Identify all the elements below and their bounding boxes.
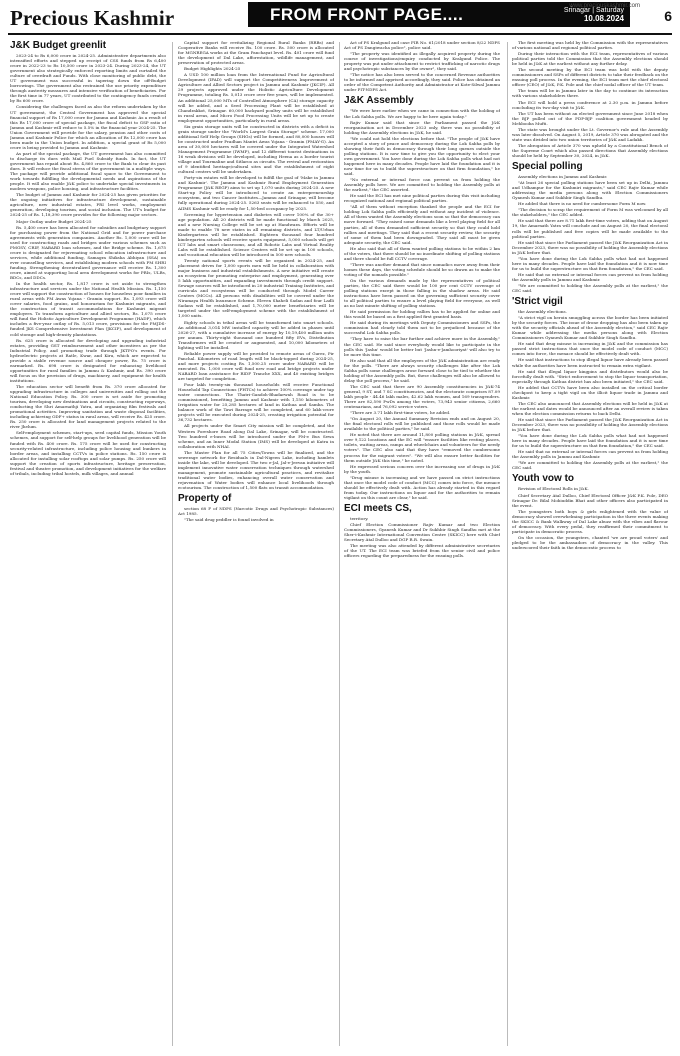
article-paragraph: "The said drug peddler is found involved in (184, 517, 274, 523)
column-2 (178, 40, 334, 1048)
article-paragraph: "You have done during the Lok Sabha polls what had not happened here in many decades. People have laid the foundation and it is now time for us to build the superstructure on that firm foundation," the CEC said. (512, 255, 668, 271)
article-paragraph: He said that there are 8.71 lakh first-time voters, adding that on August 19, the Amarnath Yatra will conclude and on August 20, the final electoral rolls will be published and free copies will be made available to the political parties. (512, 218, 668, 239)
column-1 (10, 40, 166, 1048)
article-paragraph: The ECI will hold a press conference at 2.30 p.m. in Jammu before concluding its two-day visit to J&K. (512, 99, 668, 110)
article-paragraph: He also said that all the employees of the J&K administration are ready for the polls. "There are always security challenges like after the Lok Sabha polls some challenges arose forward close to be tied to whether the holding of the Assembly polls. But, these challenges will also be allowed to delay the poll process," he said. (344, 357, 500, 383)
article-paragraph: He said that no external or internal forces can prevent us from holding the Assembly polls in Jammu and Kashmir. (512, 449, 668, 460)
article-paragraph: "We are committed to holding the Assembly polls at the earliest," the CEC said. (512, 282, 668, 294)
article-paragraph: He added that there is no need for cumbersome Form M now. (518, 201, 647, 207)
article-paragraph: In the health sector, Rs. 1,817 crore is set aside to strengthen infrastructure and services under the National Health Mission. Rs. 1,150 crore will support the construction of houses for houseless poor families in rural areas with PM Awas Yojana - Gramin support. Rs. 1,093 crore will cover salaries, food grains, and honorarium for Kashmiri migrants, and the construction of transit accommodations for Kashmiri migrant employees. To transform agriculture and allied sectors, Rs. 1,075 crore will fund the Holistic Agriculture Development Programme (HADP), which includes a five-year outlay of Rs. 5,013 crore, provisions for the PMJDS-funded JKS Comprehensive Investment Plan (JKCIP), and development of cold storage and high-density plantations. (10, 281, 166, 337)
column-4 (512, 40, 668, 1048)
article-headline: J&K Budget greenlit (10, 40, 107, 51)
header-rule (8, 33, 672, 35)
article-paragraph: the Assembly elections. (518, 309, 567, 315)
article-paragraph: Self-employment schemes, start-ups, seed capital funds, Mission Youth schemes, and support for self-help groups for livelihood generation will be funded with Rs. 400 crore. Rs. 175 crore will be used for constructing security-related infrastructure, including police housing and bunkers in border areas, and installing CCTVs in police stations. Rs. 150 crore is allocated for installing solar rooftops and solar pumps. Rs. 250 crore will support the creation of sports infrastructure, heritage preservation, festival and theatre promotion, and development initiatives for the welfare of tribals, including tribal hostels, milk villages, and annual (10, 430, 166, 476)
article-paragraph: Rajiv Kumar said that since the Parliament passed the J&K reorganisation act in December 2023 only, there was no possibility of holding the Assembly elections in J&K, he said. (344, 119, 500, 135)
article-paragraph: He said that no external or internal forces can prevent us from holding the Assembly polls in Jammu and Kashmir. (512, 271, 668, 282)
article-paragraph: Forty-six estates will be developed to fulfill the goal of 'Make in Jammu and Kashmir'. The Jammu and Kashmir Rural Employment Generation Programme (J&K REGP) aims to set up 1,070 units during 2024-25. A new Start-up Policy will be introduced to create an entrepreneurship ecosystem, and two Cancer Institutes—Jammu and Srinagar, will become fully operational during 2024-25. 5263 seats will be enhanced to 550, and AIIMS Kashmir will be ready for 1,50-bed occupancy by 2025. (178, 175, 334, 211)
article-paragraph: He said that since the Parliament passed the J&K Reorganization Act in December 2023, there was no possibility of holding the Assembly elections in J&K before that. (512, 239, 668, 255)
article-paragraph: Capital support for revitalizing Regional Rural Banks (RRBs) and Cooperative Banks will receive Rs. 100 crore. Rs. 500 crore is allocated for MGNREGA works at the Gram Panchayat level. Rs. 401 crore will fund the development of Dal Lake, afforestation, wildlife management, and preservation of protected areas. (178, 40, 334, 66)
article-paragraph: territory. (350, 515, 369, 521)
article-paragraph: He said during its meetings with Deputy Commissioners and SSPs, the commission had clearly told them not to be prejudiced because of the successful Lok Sabha polls. (344, 320, 500, 336)
article-paragraph: "On August 20, the Annual Summary Revision ends and on August 20, the final electoral rolls will be published and those rolls would be made available to the political parties," he said. (344, 416, 500, 432)
article-headline: Property of (178, 493, 232, 505)
article-paragraph: "All of them without exception thanked the people and the ECI for holding Lok Sabha polls efficiently and without any incident of violence. All of them wanted the Assembly elections soon so that the democracy can move forward. "They raised some demands like a level playing field for all parties, all of them demanded sufficient security so that they could hold rallies and meetings. They said that a recent security review, the security of some of them had been downgraded. They said all must be given adequate security, the CEC said. (344, 204, 500, 245)
issue-date: 10.08.2024 (583, 14, 624, 23)
article-paragraph: Six grain storage units will be constructed in districts with a deficit in grain storage under the "World's Largest Grain Storage" scheme. 17,000 additional Self Help Groups (SHGs) will be formed, and 80,000 houses will be constructed under Pradhan Mantri Awas Yojana - Gramin (PMAY-G). An area of 30,000 hectares will be covered under the Integrated Watershed Management Programme (IWMP), and 12 different tourist destinations in 16 weak divisions will be developed, including Heena as a border tourist village and Tourmaline and Sitlaroo as circuits. The revival and restoration of 9 identified heritage/cultural sites and the establishment of eight cultural centers will be undertaken. (178, 123, 334, 175)
article-paragraph: Eighty schools in tribal areas will be transformed into smart schools. An additional 3,014 MW installed capacity will be added in phases until 2026-27, with a cumulative increase of energy by 10,19,400 million units per annum. Thirty-eight thousand one hundred fifty EVs, Distribution Transformers will be created or augmented, and 10,000 kilometers of lighting will be installed. (178, 319, 334, 350)
article-paragraph: He said that instructions to stop illegal liquor have already been passed while the authorities have been instructed to remain extra vigilant. (512, 357, 668, 368)
article-paragraph: The UT has been without an elected government since June 2018 when the BJP pulled out of the PDP-BJP coalition government headed by Mehbooba Mufti. (512, 110, 668, 126)
article-paragraph: section 68 F of NDPS (Narcotic Drugs and Psychotropic Substances) Act 1985. (178, 506, 334, 517)
article-paragraph: He said the ECI has met nine political parties during this visit including recognized national and regional political parties. (344, 193, 500, 204)
article-paragraph: He said that drug misuse is increasing in J&K and the commission has passed strict instructions that once the model code of conduct (MCC) comes into force, the menace should be effectively dealt with. (512, 341, 668, 357)
article-paragraph: He also said that all of them wanted polling stations to be within 2 km of the voters, that there should be no inordinate shifting of polling stations and there should be full CCTV coverage. (344, 245, 500, 261)
article-paragraph: The education sector will benefit from Rs. 370 crore allocated for upgrading infrastructure in colleges and universities and rolling out the National Education Policy. Rs. 300 crore is set aside for promoting tourism, developing new destinations and circuits, constructing ropeways, conducting the Shri Amarnathji Yatra, and organizing film festivals and promotional activities. Improving sanitation and waste disposal facilities, including achieving ODF+ status in rural areas, will receive Rs. 425 crore. Rs. 250 crore is allocated for land management projects related to the river Jhelum. (10, 384, 166, 430)
article-paragraph: Chief Secretary Atal Dulloo, Chief Electoral Officer J&K P.K. Pole, DEO Srinagar Dr. Bilal Mohiuddin Bhat and other officers also participated in the event. (512, 492, 668, 508)
article-paragraph: He expressed serious concern over the increasing use of drugs in J&K by the youth. (344, 463, 500, 474)
article-paragraph: Rs. 625 crore is allocated for developing and upgrading industrial estates, providing GST reimbursement and other incentives as per the Industrial Policy, and promoting trade through JKTPO's events. For hydroelectric projects at Ratle, Kwar, and Kiru, which are expected to provide a stable revenue source and cheaper power, Rs. 75 crore is earmarked. Rs. 698 crore is designated for enhancing livelihood opportunities for rural families in Jammu & Kashmir, and Rs. 390 crore will focus on the provision of drugs, machinery, and equipment for health institutions. (10, 337, 166, 383)
article-headline: J&K Assembly (344, 95, 414, 107)
article-paragraph: "We were here earlier when we came in connection with the holding of the Lok Sabha polls. We are happy to be here again today." (344, 108, 500, 119)
article-paragraph: "You have done during the Lok Sabha polls what had not happened here in many decades. People have laid the foundation and it is now time for us to build the superstructure on that firm foundation," the CEC said. (512, 433, 668, 449)
article-paragraph: He noted that there are around 11,800 polling stations in J&K, spread over 9,122 locations and the EC will "ensure facilities like resting places, toilets, waiting areas, ramps and wheelchairs and volunteers for the needy voters". The CEC also said that they have "removed the cumbersome process for the migrant voters". "We will also ensure better facilities for them outside J&K this time," he noted. (344, 432, 500, 463)
article-paragraph: Major Outlay under Budget 2024-25 (16, 218, 92, 224)
article-paragraph: "The decision to scrap the requirement of Form M was welcomed by all the stakeholders," the CEC added. (512, 207, 668, 218)
article-paragraph: Rs. 5,400 crore has been allocated for subsidies and budgetary support for purchasing power from the National Grid and for power purchase agreements with generation companies. Another Rs. 1,000 crore will be used for constructing roads and bridges under various schemes such as PMGSY, CRIF, NABARD loan schemes, and the Bridge scheme. Rs. 1,675 crore is designated for rejuvenating school education infrastructure and services, while additional funding, Samagra Shiksha Abhiyan (SSA) on ever counselling services, and establishing modern schools with PM SHRI funding. Strengthening decentralized governance will receive Rs. 1,300 crore, aimed at supporting local area development works for PRIs, ULBs, BDCs, and DDCs. (10, 224, 166, 281)
article-paragraph: On the occasion, the youngsters, chanted 'we are proud voters' and pledged to be the ambassadors of democracy in the valley. This underscored their faith in the democratic process to (512, 534, 668, 550)
article-headline: 'Strict vigil (512, 296, 563, 308)
article-paragraph: "Drug misuse is increasing and we have passed on strict instructions that once the model code of conduct (MCC) comes into force, the menace should be effectively dealt with. Action has already started in this regard from today. Our instructions on liquor and for the authorities to remain vigilant on this count are clear," he said. (344, 474, 500, 500)
article-headline: Youth vow to (512, 473, 575, 485)
edition-label: Srinagar | Saturday (563, 7, 624, 14)
article-paragraph: "A strict vigil on heroin smuggling across the border has been initiated by the security forces. The issue of drone dropping has also been taken up with the security officials ahead of the Assembly election," said CEC Rajiv Kumar while addressing the media persons along with Election Commissioners Gyanesh Kumar and Sukhbir Singh Sandhu. (512, 315, 668, 341)
article-paragraph: The budget of Jammu and Kashmir for 2024-25 has given priorities for the ongoing initiatives for infrastructure development, sustainable agriculture, new industrial estates, PRI level works, employment generation, developing tourism, and social inclusion. The UT's budget for 2024-25 of Rs. 1,18,390 crore provides for the following major sectors. (10, 192, 166, 218)
masthead: Precious Kashmir (10, 6, 175, 30)
article-paragraph: The meeting was also attended by different administrative secretaries of the UT. The ECI team was briefed from the senior civil and police officers regarding the preparedness for the ensuing polls. (344, 543, 500, 559)
article-paragraph: As part of the special package, the UT government has also committed to discharge its dues with Mail Fuel Subsidy funds. In fact, the UT government has repaid about Rs. 4,860 crore to the Bank to clear its past dues. It will reduce the fiscal stress of the government in a multiple ways. The package will provide additional fiscal space to the Government to work towards fulfilling the developmental needs and aspirations of the people. It will also enable J&K police to undertake special investments in modern weapons, police housing, and infrastructure facilities. (10, 150, 166, 192)
article-paragraph: Revision of Electoral Rolls in J&K. (518, 486, 589, 492)
article-paragraph: He said that since the Parliament passed the J&K Reorganization Act in December 2023, there was no possibility of holding the Assembly elections in J&K before that. (512, 417, 668, 433)
column-divider (507, 42, 508, 1046)
article-paragraph: The second meeting by the ECI team was held with the deputy commissioners and SSPs of different districts to take their feedback on the ensuing poll process. In the evening, the ECI team met the chief electoral officer (CEO) of J&K, P.K. Pole and the chief nodal officer of the UT team. (512, 67, 668, 88)
article-paragraph: The abrogation of Article 370 was upheld by a Constitutional Bench of the Supreme Court which also passed directions that Assembly elections should be held by September 30, 2024, in J&K. (512, 142, 668, 158)
article-paragraph: "No external or internal force can prevent us from holding the Assembly polls here. We are committed to holding the Assembly polls at the earliest," the CEC asserted. (344, 177, 500, 193)
article-paragraph: The state was brought under the Lt. Governor's rule and the Assembly was later dissolved. On August 5, 2019, Article 370 was abrogated and the state was divided into two union territories of J&K and Ladakh. (512, 126, 668, 142)
article-paragraph: A USD 100 million loan from the International Fund for Agricultural Development (IFAD) will support the Competitiveness Improvement of Agriculture and Allied Sectors project in Jammu and Kashmir (JKCIP). All 29 projects approved under the Holistic Agriculture Development Programme, totaling Rs. 5,013 crore over five years, will be implemented. An additional 25,000 MTs of Controlled Atmosphere (CA) storage capacity will be added, and a Seed Processing Plant will be established at Chandrakkot, Srinagar. 60,000 backyard poultry units will be established in rural areas, and Micro Food Processing Units will be set up to create employment opportunities, particularly in rural areas. (178, 72, 334, 123)
article-paragraph: He said that illegal liquor kingpins and distributors would also be forcefully dealt with. "Strict enforcement to stop the liquor transportation, especially through Kathua district has also been initiated," the CEC said. (512, 368, 668, 384)
page-number: 6 (664, 8, 672, 24)
dateline (564, 7, 624, 24)
article-paragraph: The Master Plan for all 75 Cities/Towns will be finalized, and the sewerage network for Residuals in Dal-Nigeen Lake, including hamlets inside the lake, will be developed. The two e-Jal, Jal-e-Jeevan initiative will implement innovative water conservation techniques through watershed management, promote sustainable agricultural practices, and revitalize traditional water bodies, enhancing overall water conservation and rejuvenation of Water bodies will enhance local livelihoods through ecotourism. The construction of 1,500 flats on transit accommodation. (178, 449, 334, 491)
article-paragraph: Budget Highlights 2024-25 (184, 66, 241, 72)
article-paragraph: The CEC also announced that Assembly elections will be held in J&K at the earliest and dates would be announced after an overall review is taken when the election commission returns to back Delhi. (512, 400, 668, 416)
page-header (0, 0, 680, 44)
article-paragraph: Considering the challenges faced as also the reform undertaken by the UT government, the Central Government has approved the special financial support of Rs 17,000 crore for Jammu and Kashmir. As a result of this Rs 17,000 crore of special package, the fiscal deficit to GSP ratio of Jammu and Kashmir will reduce to 5.5% in the financial year 2024-25. The Union Government will provide for the salary, pension and other costs of Jammu and Kashmir Police for which an allocation of Rs 12,000 crore has been made in the Union budget. In addition, a special grant of Rs 5,000 crore is being provided to Jammu and Kashmir. (10, 104, 166, 150)
article-paragraph: "We could not hold the elections before that. "The people of J&K have accepted a story of peace and democracy during the Lok Sabha polls by showing their faith in democracy through their long queues outside the polling stations. It is now time to give you the opportunity to elect your own government. You have done during the Lok Sabha polls what had not happened here in many decades. People have laid the foundation and it is now time for us to build the superstructure on that firm foundation," he said. (344, 135, 500, 177)
article-paragraph: During their interaction with the ECI team, representatives of various political parties told the Commission that the Assembly elections should be held in J&K at the earliest without any further delay. (512, 51, 668, 67)
article-paragraph: "There are 3.71 lakh first-time voters, he added. (350, 410, 451, 416)
article-paragraph: Act of PS Kralgund and case FIR No. 61/2018 under section 8/22 NDPS Act of PS Dangiwacha police", police said. (344, 40, 500, 51)
article-paragraph: On the various demands made by the representatives of political parties, the CEC said there would be 100 per cent CCTV coverage of polling stations except in those falling in the shadow areas. He said instructions have been passed on the governing sufficient security cover to all political parties to ensure a level playing field for everyone, as well as no last minute shifting of polling stations. (344, 277, 500, 309)
article-paragraph: Reliable power supply will be provided to remote areas of Gurez, Pir Panchal. Kilometres of road length will be black-topped during 2024-25, and more projects costing Rs. 1,500.25 crore under NABARD will be executed. Rs. 1,000 crore will fund new road and bridge projects under NABARD loan assistance for RIDF Tranche XXX, and 40 existing bridges are targeted for completion. (178, 350, 334, 382)
article-paragraph: "At least 26 special polling stations have been set up in Delhi, Jammu and Udhampur for the Kashmiri migrants," said CEC Rajiv Kumar while addressing the media persons along with Election Commissioners Gyanesh Kumar and Sukhbir Singh Sandhu. (512, 180, 668, 201)
section-title: FROM FRONT PAGE.... (270, 5, 464, 24)
article-headline: ECI meets CS, (344, 502, 412, 514)
article-paragraph: Twenty national sports events will be organized in 2024-25, and placement drives for 1,000 sports men will be held in collaboration with major business and industrial establishments. A new initiative will create an ecosystem for promoting enterprise and employment, generating over 5 lakh opportunities, and expanding investments through credit support. Sewage sources will be introduced in 20 industrial Training Institutes, and curricula and ecosystems will be conducted through Model Career Centers (MCCs). All persons with disabilities will be covered under the Niramaya Health Insurance Scheme. Eleven Shaheli Sadan and four Ladli Sadans will be established, and 1,70,000 meter beneficiaries will be targeted under the self-employment scheme with the establishment of 1,000 units. (178, 257, 334, 319)
article-paragraph: "We are committed to holding the Assembly polls at the earliest," the CEC said. (512, 460, 668, 471)
article-paragraph: Chief Election Commissioner Rajiv Kumar and two Election Commissioners, Gyanesh Kumar and Dr Sukhbir Singh Sandhu met at the Sher-i-Kashmir International Convention Centre (SKICC) here with Chief Secretary Atal Dulloo and DGP R.R. Swain. (344, 521, 500, 543)
article-paragraph: "The notice has also been served to the concerned Revenue authorities to be informed and apprised accordingly, they said. Police has obtained an order of the Competent Authority and Administrator at Kote-Silwal Jammu under PIT-NDPS Act. (344, 72, 500, 93)
article-paragraph: Four lakh twenty-six thousand households will receive Functional Household Tap Connections (FHTCs) to achieve 100% coverage under tap water connections. The Thatri-Gandoh-Bhadarwah Road is to be commissioned, benefiting Jammu and Kashmir with 1,150 kilometers of Irrigation water for 25,285 hectares of land in Kathua and Samba. The balance work of the Tawi Barrage will be completed, and 60 lakh-crore projects will be executed during 2024-25, creating irrigation potential for 36,732 hectares. (178, 382, 334, 423)
article-paragraph: "The property was identified as illegally acquired property during the course of investigations/enquiry conducted by Kralgund Police. The property was put under attachment to restrict trafficking of narcotic drugs and psychotropic substances by the owner", they said. (344, 51, 500, 72)
column-divider (172, 42, 173, 1046)
article-paragraph: The youngsters both boys & girls enlightened with the value of democracy showed overwhelming participation in the three events making the SKICC & Bank Walkway of Dal Lake abuzz with the vibes and flavour of democracy. With every pedal, they reaffirmed their commitment to participate in democratic process. (512, 508, 668, 534)
article-paragraph: Assembly elections in Jammu and Kashmir. (518, 174, 608, 180)
article-paragraph: All projects under the Smart City mission will be completed, and the Western Foreshore Road along Dal Lake, Srinagar, will be constructed. Two hundred e-buses will be introduced under the PM-e Bus Sewa scheme, and an Inner Modal Station (IMS) will be developed at Katra in collaboration with NHAI. (178, 423, 334, 449)
article-paragraph: 2023-24 to Rs 6,000 crore in 2024-25. Administrative departments also intensified efforts and stepped up receipt of CSS funds from Rs 6,400 crore in 2022-23 to Rs 10,500 crore in 2023-24. During 2023-24, the UT government also strategically enforced reporting limits and curtailed the culture of overdraft and Funds. With close monitoring of public debt, the UT government was successful in tapering down the off-Budget borrowings. The government also restrained the use priority expenditure through austerity measures and intensive verification of beneficiaries. For the first time in 77 years, UT contributed to the contingency funds created by Rs 600 crore. (10, 53, 166, 104)
article-paragraph: Screening for hypertension and diabetes will cover 100% of the 30+ age population. All 20 districts will be made functional by March 2025, and a new Nursing College will be set up at Handwara. Efforts will be made to enable 78 new states in all remaining districts, and LT/Urban Kindergartens will be established. Eighteen thousand four hundred kindergarten schools will receive sports equipment, 5,000 schools will get ICT labs and smart classrooms, and all Robotic Labs and Virtual Reality Labs will be established. Science Centres will be set up in 100 schools, and vocational education will be introduced in 500 new schools. (178, 211, 334, 257)
article-paragraph: The team will be in Jammu later in the day to continue its interaction with various stakeholders there. (512, 88, 668, 99)
article-paragraph: The first meeting was held by the Commission with the representatives of various national and regional political parties. (512, 40, 668, 51)
column-3 (344, 40, 500, 1048)
article-paragraph: "There was another demand that since nomadics move away from their homes these days, the voting schedule should be so drawn as to make the voting of the nomads possible." (344, 261, 500, 277)
article-headline: Special polling (512, 161, 583, 173)
article-paragraph: "They have to raise the bar further and achieve more in the Assembly," the CEC said. He said since everybody would like to participate in the polls this 'Jashn' would be better but 'Jashn-e-Jamhooriyat' will also try to be more this time. (344, 336, 500, 357)
column-divider (339, 42, 340, 1046)
article-paragraph: The CEC said that there are 90 Assembly constituencies in J&K-74 general, 9 ST, and 7 SC constituencies, and the electorate comprises 87.09 lakh people - 44.46 lakh males, 42.62 lakh women, and 169 transgenders. There are 82,590 PwDs among the voters, 73,943 senior citizens, 2,660 centenarians, and 76,092 service voters. (344, 383, 500, 410)
website-url: www.preciouskashmir.com (569, 3, 640, 9)
article-paragraph: He added that CCTVs have been also installed on the critical border checkpost to keep a tight vigil on the illicit liquor trade in Jammu and Kashmir. (512, 384, 668, 400)
article-paragraph: He said permission for holding rallies has to be applied for online and this would be based on a first applied first granted basis. (344, 309, 500, 320)
